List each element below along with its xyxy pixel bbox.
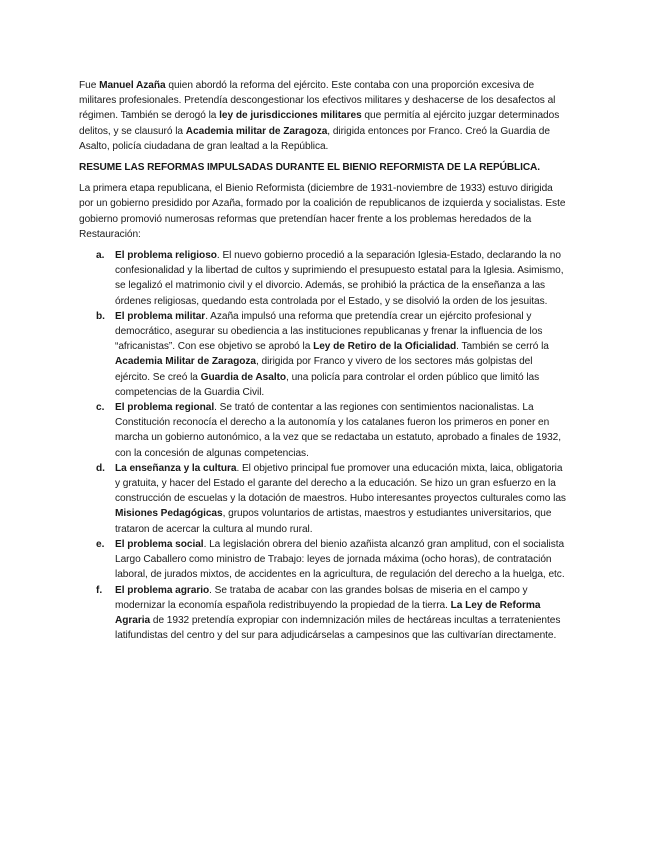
list-item-regional: [79, 400, 567, 461]
item-text: , dirigida por Franco y vivero de los sectores más golpistas del ejército. Se creó la: [115, 356, 533, 383]
item-bold: Guardia de Asalto: [200, 371, 287, 383]
item-bold: Academia Militar de Zaragoza: [115, 356, 256, 368]
item-title: El problema regional: [115, 402, 215, 414]
body-paragraph: La primera etapa republicana, el Bienio Reformista (diciembre de 1931-noviembre de 1933) estuvo dirigida por un gobierno presidido por Azaña, formado por la coalición de republicanos de izquierda y socialistas. Este gobierno promovió numerosas reformas que pretendían hacer frente a los problemas heredados de la Restauración:: [79, 183, 566, 240]
item-text: . El nuevo gobierno procedió a la separación Iglesia-Estado, declarando la no confesionalidad y la libertad de cultos y suprimiendo el presupuesto estatal para la Iglesia. Asimismo, se legalizó el matrimonio civil y el divorcio. Además, se prohibió la práctica de la enseñanza a las órdenes religiosas, quedando esta controlada por el Estado, y se disolvió la orden de los jesuitas.: [115, 250, 564, 307]
intro-bold-academia: Academia militar de Zaragoza: [185, 125, 328, 137]
list-marker: b.: [96, 310, 105, 322]
intro-text: Fue: [79, 80, 100, 91]
list-marker: f.: [96, 584, 103, 596]
item-text: , una policía para controlar el orden público que limitó las competencias de la Guardia Civil.: [115, 371, 540, 398]
intro-text: que permitía al ejército juzgar determinados delitos, y se clausuró la: [79, 110, 560, 137]
list-item-agrario: [79, 583, 567, 644]
intro-bold-ley: ley de jurisdicciones militares: [219, 110, 362, 122]
item-text: . El objetivo principal fue promover una educación mixta, laica, obligatoria y gratuita, y hacer del Estado el garante del derecho a la educación. Se hizo un gran esfuerzo en la construcción de escuelas y la dotación de maestros. Hubo interesantes proyectos culturales como las: [115, 462, 566, 505]
intro-text: quien abordó la reforma del ejército. Este contaba con una proporción excesiva de militares profesionales. Pretendía descongestionar los efectivos militares y deshacerse de los desafectos al régimen. También se derogó la: [79, 80, 556, 122]
item-text: . Se trataba de acabar con las grandes bolsas de miseria en el campo y modernizar la economía española redistribuyendo la propiedad de la tierra.: [115, 584, 528, 611]
list-item-militar: [79, 309, 567, 400]
list-item-religioso: [79, 248, 567, 309]
list-marker: c.: [96, 402, 105, 414]
item-text: , grupos voluntarios de artistas, maestros y estudiantes universitarios, que trataron de acercar la cultura al mundo rural.: [115, 508, 552, 535]
list-marker: a.: [96, 250, 105, 262]
item-bold: Ley de Retiro de la Oficialidad: [313, 341, 457, 353]
item-text: . La legislación obrera del bienio azañista alcanzó gran amplitud, con el socialista Largo Caballero como ministro de Trabajo: leyes de jornada máxima (ocho horas), de contratación laboral, de jurados mixtos, de accidentes en la agricultura, de regulación del derecho a la huelga, etc.: [115, 538, 565, 581]
item-title: La enseñanza y la cultura: [115, 462, 237, 474]
intro-bold-azana: Manuel Azaña: [99, 80, 166, 91]
item-text: . Azaña impulsó una reforma que pretendía crear un ejército profesional y democrático, asegurar su obediencia a las instituciones republicanas y frenar la influencia de los “africanistas”. Con ese objetivo se aprobó la: [115, 310, 543, 353]
item-title: El problema agrario: [115, 584, 210, 596]
reform-list: [79, 248, 567, 643]
item-title: El problema militar: [115, 310, 206, 322]
section-heading: RESUME LAS REFORMAS IMPULSADAS DURANTE EL BIENIO REFORMISTA DE LA REPÚBLICA.: [79, 162, 540, 174]
item-bold: Misiones Pedagógicas: [115, 508, 223, 520]
list-item-ensenanza: [79, 461, 567, 537]
intro-paragraph: [79, 78, 567, 154]
intro-text: , dirigida entonces por Franco. Creó la Guardia de Asalto, policía ciudadana de gran lealtad a la República.: [79, 125, 550, 152]
list-marker: e.: [96, 538, 105, 550]
item-title: El problema religioso: [115, 250, 217, 262]
item-text: . Se trató de contentar a las regiones con sentimientos nacionalistas. La Constitución reconocía el derecho a la autonomía y los catalanes fueron los primeros en poner en marcha un gobierno autonómico, a la vez que se redactaba un estatuto, aprobado a finales de 1932, con la concesión de algunas competencias.: [115, 402, 562, 459]
list-item-social: [79, 537, 567, 583]
item-text: . También se cerró la: [456, 341, 549, 353]
item-bold: La Ley de Reforma Agraria: [115, 599, 541, 626]
item-title: El problema social: [115, 538, 204, 550]
item-text: de 1932 pretendía expropiar con indemnización miles de hectáreas incultas a terratenientes latifundistas del centro y del sur para adjudicárselas a campesinos que las cultivarían directamente.: [115, 614, 561, 642]
list-marker: d.: [96, 462, 105, 474]
